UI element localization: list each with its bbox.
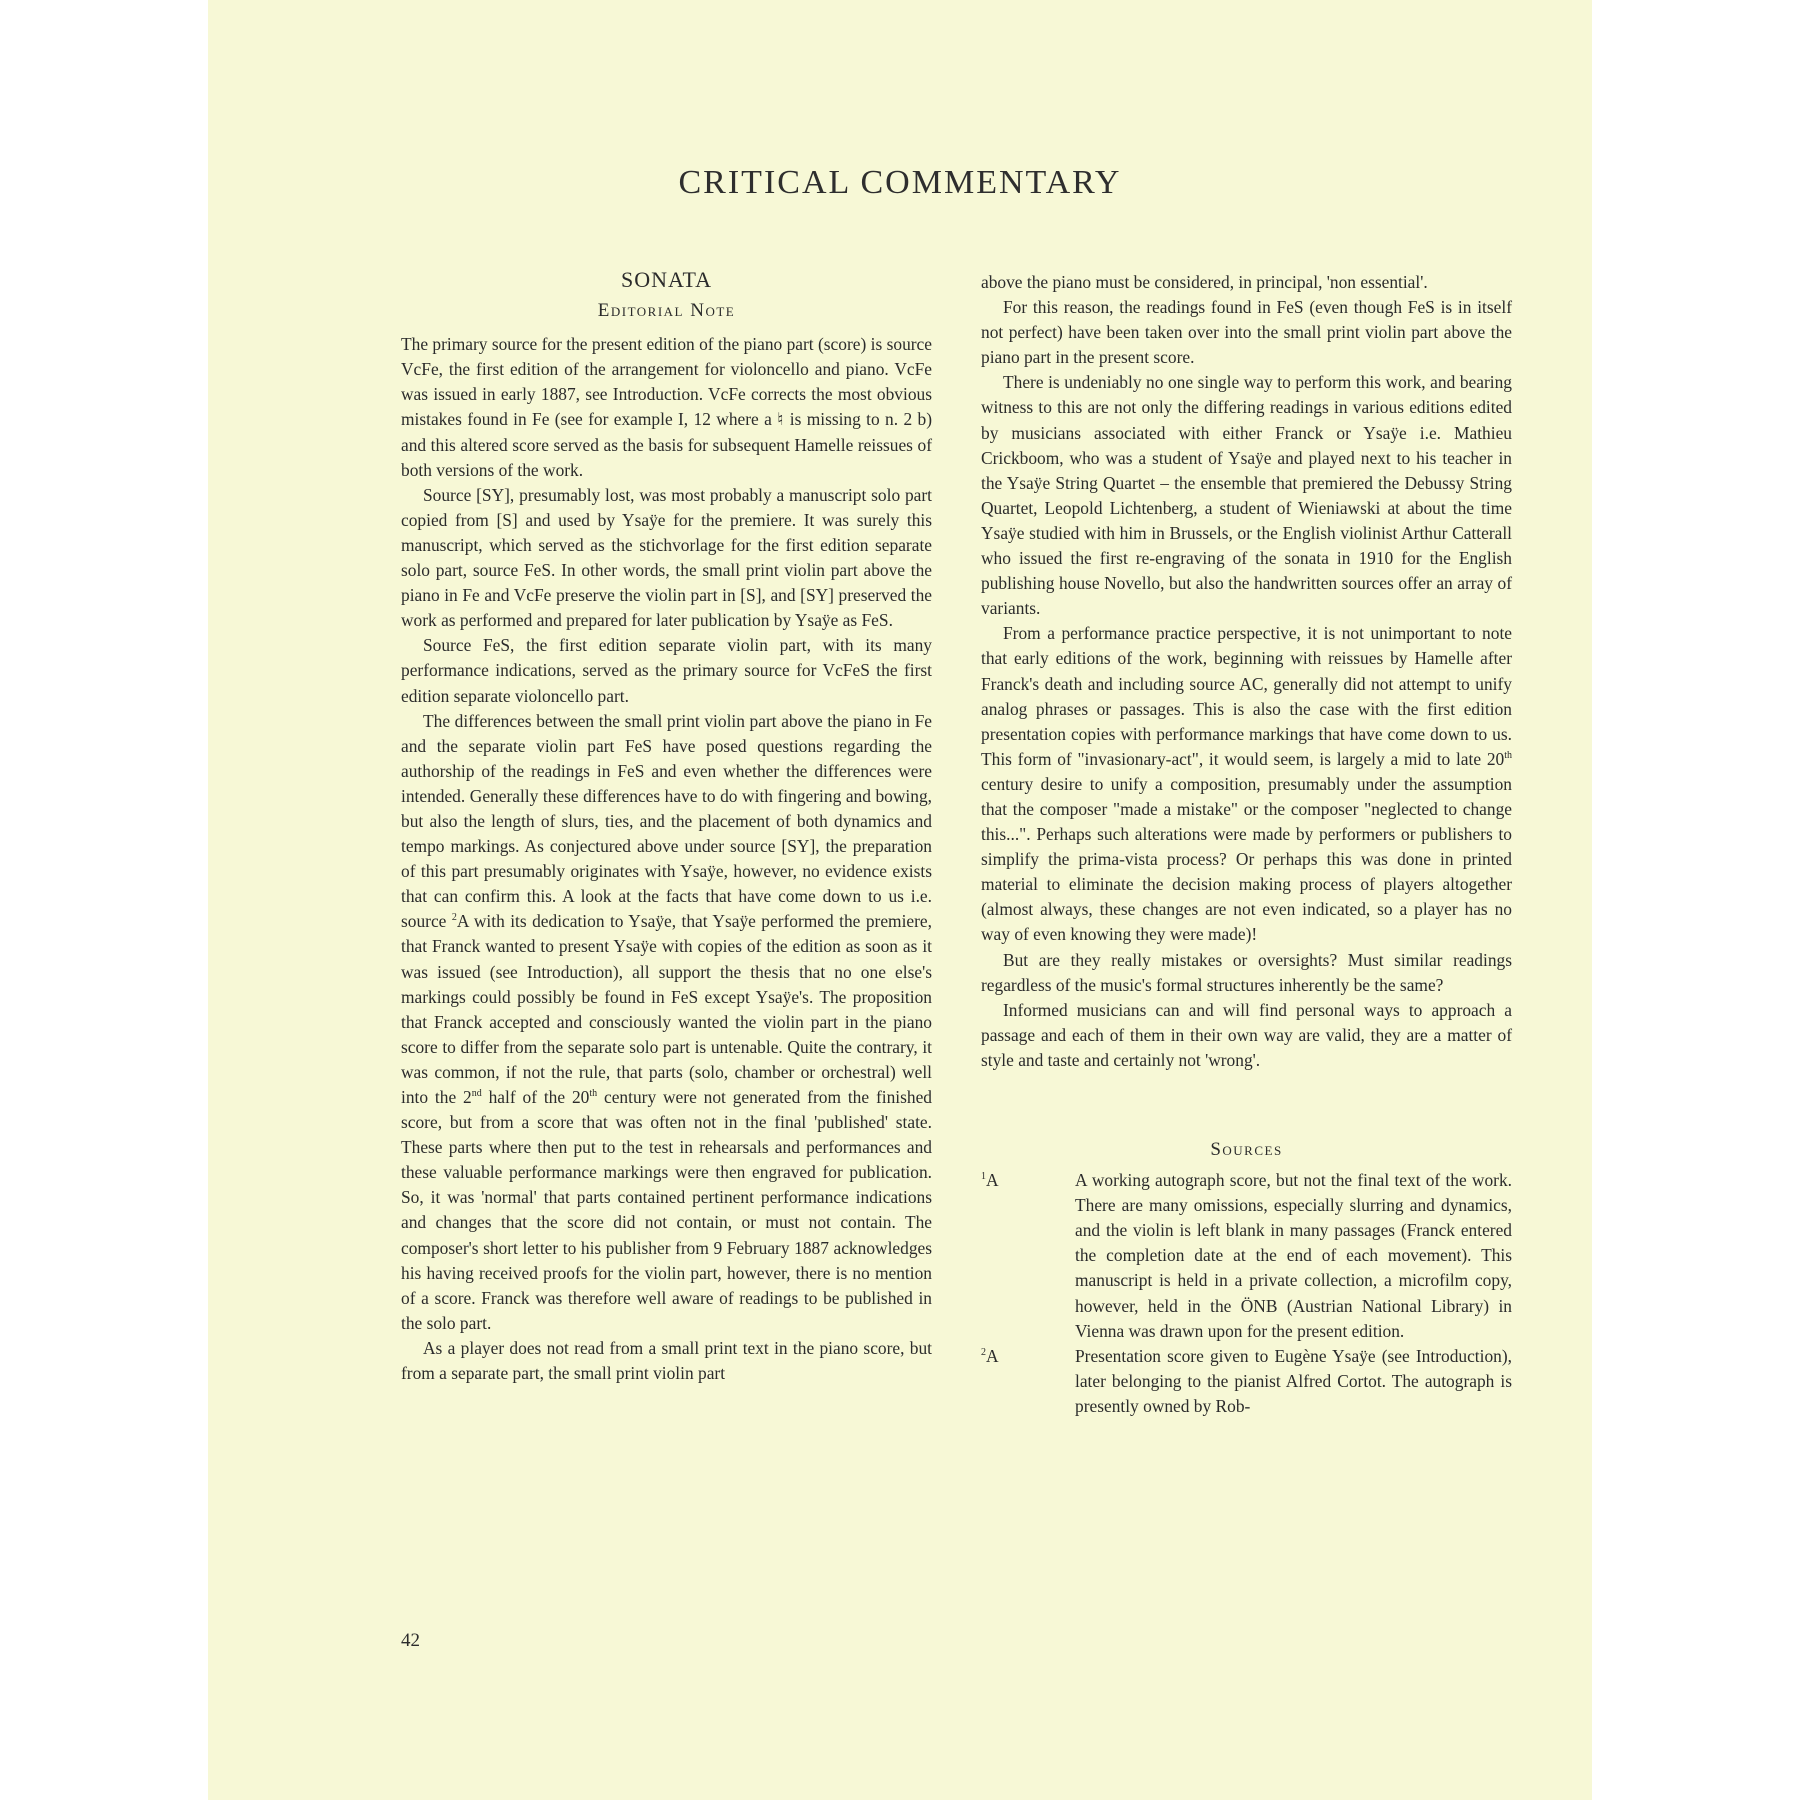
paragraph: Source FeS, the first edition separate violin part, with its many performance indications, served as the primary source for VcFeS the first edition separate violoncello part.	[401, 635, 932, 706]
paragraph: Source [SY], presumably lost, was most probably a manuscript solo part copied from [S] and used by Ysaÿe for the premiere. It was surely this manuscript, which served as the stichvorlage for the first edition separate solo part, source FeS. In other words, the small print violin part above the piano in Fe and VcFe preserve the violin part in [S], and [SY] preserved the work as performed and prepared for later publication by Ysaÿe as FeS.	[401, 484, 932, 631]
paragraph	[401, 709, 932, 1336]
source-description: A working autograph score, but not the final text of the work. There are many omissions, especially slurring and dynamics, and the violin is left blank in many passages (Franck entered the completion date at the end of each movement). This manuscript is held in a private collection, a microfilm copy, however, held in the ÖNB (Austrian National Library) in Vienna was drawn upon for the present edition.	[1075, 1170, 1512, 1341]
subsection-title: Editorial Note	[597, 300, 736, 322]
sources-title: Sources	[1210, 1139, 1283, 1160]
right-column	[981, 270, 1512, 1419]
source-siglum	[981, 1168, 1075, 1344]
superscript: th	[1504, 749, 1512, 761]
paragraph	[981, 621, 1512, 947]
text-run: From a performance practice perspective, it is not unimportant to note that early editions of the work, beginning with reissues by Hamelle after Franck's death and including source AC, generally did not attempt to unify analog phrases or passages. This is also the case with the first edition presentation copies with performance markings that have come down to us. This form of "invasionary-act", it would seem, is largely a mid to late 20	[981, 623, 1512, 769]
text-run: half of the 20	[481, 1087, 590, 1107]
source-siglum	[981, 1344, 1075, 1419]
page	[208, 0, 1592, 1800]
superscript: 2	[451, 912, 457, 924]
paragraph: The primary source for the present edition of the piano part (score) is source VcFe, the first edition of the arrangement for violoncello and piano. VcFe was issued in early 1887, see Introduction. VcFe corrects the most obvious mistakes found in Fe (see for example I, 12 where a ♮ is missing to n. 2 b) and this altered score served as the basis for subsequent Hamelle reissues of both versions of the work.	[401, 334, 932, 480]
page-title: CRITICAL COMMENTARY	[678, 164, 1122, 201]
paragraph: As a player does not read from a small print text in the piano score, but from a separate part, the small print violin part	[401, 1337, 932, 1384]
text-run: A with its dedication to Ysaÿe, that Ysaÿe performed the premiere, that Franck wanted to present Ysaÿe with copies of the edition as soon as it was issued (see Introduction), all support the thesis that no one else's markings could possibly be found in FeS except Ysaÿe's. The proposition that Franck accepted and consciously wanted the violin part in the piano score to differ from the separate solo part is untenable. Quite the contrary, it was common, if not the rule, that parts (solo, chamber or orchestral) well into the 2	[401, 911, 932, 1107]
left-column	[401, 267, 932, 1386]
paragraph: above the piano must be considered, in principal, 'non essential'.	[981, 272, 1428, 292]
paragraph: For this reason, the readings found in FeS (even though FeS is in itself not perfect) have been taken over into the small print violin part above the piano part in the present score.	[981, 297, 1512, 368]
text-run: The differences between the small print violin part above the piano in Fe and the separate violin part FeS have posed questions regarding the authorship of the readings in FeS and even whether the differences were intended. Generally these differences have to do with fingering and bowing, but also the length of slurs, ties, and the placement of both dynamics and tempo markings. As conjectured above under source [SY], the preparation of this part presumably originates with Ysaÿe, however, no evidence exists that can confirm this. A look at the facts that have come down to us i.e. source	[401, 710, 932, 932]
section-title: SONATA	[620, 267, 713, 292]
source-entry	[981, 1344, 1512, 1419]
page-number: 42	[401, 1630, 420, 1651]
paragraph: There is undeniably no one single way to perform this work, and bearing witness to this are not only the differing readings in various editions edited by musicians associated with either Franck or Ysaÿe i.e. Mathieu Crickboom, who was a student of Ysaÿe and played next to his teacher in the Ysaÿe String Quartet – the ensemble that premiered the Debussy String Quartet, Leopold Lichtenberg, a student of Wieniawski at about the time Ysaÿe studied with him in Brussels, or the English violinist Arthur Catterall who issued the first re-engraving of the sonata in 1910 for the English publishing house Novello, but also the handwritten sources offer an array of variants.	[981, 372, 1512, 619]
superscript: th	[589, 1088, 598, 1100]
text-run: century were not generated from the finished score, but from a score that was often not in the final 'published' state. These parts where then put to the test in rehearsals and performances and these valuable performance markings were then engraved for publication. So, it was 'normal' that parts contained pertinent performance indications and changes that the score did not contain, or must not contain. The composer's short letter to his publisher from 9 February 1887 acknowledges his having received proofs for the violin part, however, there is no mention of a score. Franck was therefore well aware of readings to be published in the solo part.	[401, 1087, 932, 1333]
source-key: A	[986, 1345, 999, 1366]
superscript: 1	[981, 1171, 986, 1183]
source-description: Presentation score given to Eugène Ysaÿe (see Introduction), later belonging to the pianist Alfred Cortot. The autograph is presently owned by Rob-	[1075, 1345, 1512, 1416]
paragraph: But are they really mistakes or oversights? Must similar readings regardless of the music's formal structures inherently be the same?	[981, 949, 1512, 995]
superscript: 2	[981, 1346, 986, 1358]
text-run: century desire to unify a composition, presumably under the assumption that the composer "made a mistake" or the composer "neglected to change this...". Perhaps such alterations were made by performers or publishers to simplify the prima-vista process? Or perhaps this was done in printed material to eliminate the decision making process of players altogether (almost always, these changes are not even indicated, so a player has no way of even knowing they were made)!	[981, 773, 1512, 945]
source-key: A	[986, 1170, 999, 1191]
paragraph: Informed musicians can and will find personal ways to approach a passage and each of them in their own way are valid, they are a matter of style and taste and certainly not 'wrong'.	[981, 999, 1512, 1070]
superscript: nd	[471, 1088, 482, 1100]
source-entry	[981, 1168, 1512, 1344]
